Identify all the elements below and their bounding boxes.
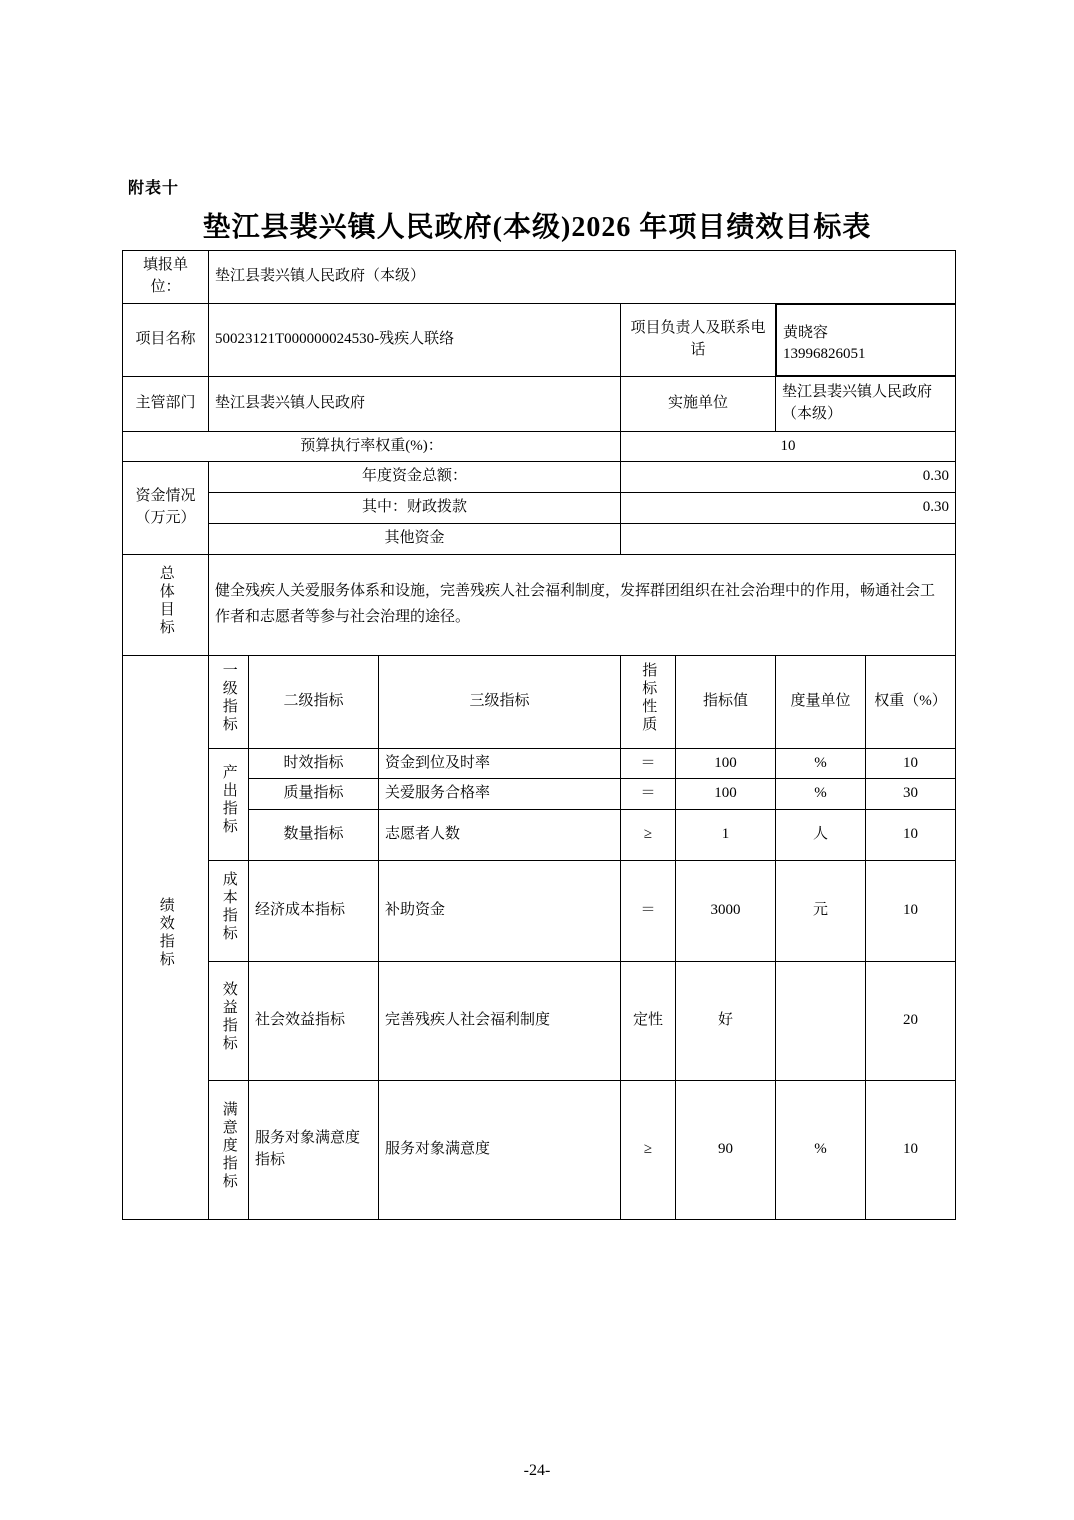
project-name-label: 项目名称 xyxy=(123,303,209,376)
cell-nature: ＝ xyxy=(621,861,676,962)
table-row-funds-fiscal xyxy=(123,493,956,524)
filler-label: 填报单位： xyxy=(123,251,209,304)
cell-nature: ≥ xyxy=(621,1081,676,1220)
cell-level2: 社会效益指标 xyxy=(249,962,379,1081)
funds-label-line1: 资金情况（万元） xyxy=(135,488,196,526)
funds-total-label: 年度资金总额： xyxy=(209,462,621,493)
group-level1-cost: 成本指标 xyxy=(209,861,249,962)
cell-nature: 定性 xyxy=(621,962,676,1081)
table-row xyxy=(123,861,956,962)
cell-level2: 经济成本指标 xyxy=(249,861,379,962)
cell-unit: 人 xyxy=(776,810,866,861)
unit-label: 实施单位 xyxy=(621,376,776,431)
cell-value: 好 xyxy=(676,962,776,1081)
cell-value: 3000 xyxy=(676,861,776,962)
cell-unit: % xyxy=(776,779,866,810)
owner-value-cell xyxy=(776,303,956,376)
column-header-level2: 二级指标 xyxy=(249,655,379,748)
funds-fiscal-value: 0.30 xyxy=(621,493,956,524)
group-level1-output: 产出指标 xyxy=(209,748,249,861)
group-level1-satisfaction: 满意度指标 xyxy=(209,1081,249,1220)
dept-value: 垫江县裴兴镇人民政府 xyxy=(209,376,621,431)
cell-weight: 20 xyxy=(866,962,956,1081)
cell-nature: ＝ xyxy=(621,779,676,810)
column-header-level3: 三级指标 xyxy=(379,655,621,748)
cell-unit xyxy=(776,962,866,1081)
page-number: -24- xyxy=(523,1462,551,1479)
funds-other-value xyxy=(621,523,956,554)
cell-level2: 服务对象满意度指标 xyxy=(249,1081,379,1220)
cell-unit: % xyxy=(776,748,866,779)
cell-value: 100 xyxy=(676,748,776,779)
unit-value: 垫江县裴兴镇人民政府（本级） xyxy=(776,376,956,431)
page-title: 垫江县裴兴镇人民政府(本级)2026 年项目绩效目标表 xyxy=(202,212,872,243)
cell-level2: 数量指标 xyxy=(249,810,379,861)
table-row-overall-goal xyxy=(123,554,956,655)
cell-weight: 30 xyxy=(866,779,956,810)
cell-level3: 补助资金 xyxy=(379,861,621,962)
performance-side-label: 绩效指标 xyxy=(123,655,209,1220)
overall-goal-text: 健全残疾人关爱服务体系和设施，完善残疾人社会福利制度，发挥群团组织在社会治理中的作用，畅通社会工作者和志愿者等参与社会治理的途径。 xyxy=(209,554,956,655)
cell-level3: 志愿者人数 xyxy=(379,810,621,861)
column-header-unit: 度量单位 xyxy=(776,655,866,748)
table-row-filler xyxy=(123,251,956,304)
cell-unit: % xyxy=(776,1081,866,1220)
cell-unit: 元 xyxy=(776,861,866,962)
cell-value: 100 xyxy=(676,779,776,810)
table-row-indicator-header xyxy=(123,655,956,748)
attachment-label: 附表十 xyxy=(128,180,180,197)
owner-value-spacer xyxy=(776,304,956,321)
project-name-value: 50023121T000000024530-残疾人联络 xyxy=(209,303,621,376)
cell-weight: 10 xyxy=(866,810,956,861)
filler-value: 垫江县裴兴镇人民政府（本级） xyxy=(209,251,956,304)
table-row-dept xyxy=(123,376,956,431)
budget-rate-value: 10 xyxy=(621,431,956,462)
cell-level2: 质量指标 xyxy=(249,779,379,810)
column-header-value: 指标值 xyxy=(676,655,776,748)
column-header-level1: 一级指标 xyxy=(209,655,249,748)
performance-target-table xyxy=(122,250,956,1220)
funds-other-label: 其他资金 xyxy=(209,523,621,554)
cell-weight: 10 xyxy=(866,861,956,962)
cell-level3: 完善残疾人社会福利制度 xyxy=(379,962,621,1081)
cell-level3: 关爱服务合格率 xyxy=(379,779,621,810)
funds-total-value: 0.30 xyxy=(621,462,956,493)
cell-value: 90 xyxy=(676,1081,776,1220)
cell-level2: 时效指标 xyxy=(249,748,379,779)
cell-level3: 服务对象满意度 xyxy=(379,1081,621,1220)
group-level1-benefit: 效益指标 xyxy=(209,962,249,1081)
cell-nature: ＝ xyxy=(621,748,676,779)
owner-phone: 13996826051 xyxy=(783,346,866,363)
table-row xyxy=(123,1081,956,1220)
overall-goal-label: 总体目标 xyxy=(123,554,209,655)
cell-value: 1 xyxy=(676,810,776,861)
funds-fiscal-label: 其中：财政拨款 xyxy=(209,493,621,524)
cell-weight: 10 xyxy=(866,748,956,779)
table-row-funds-other xyxy=(123,523,956,554)
table-row xyxy=(123,962,956,1081)
owner-value-text xyxy=(776,321,956,376)
owner-name: 黄晓容 xyxy=(783,324,829,341)
table-row-project xyxy=(123,303,956,376)
owner-label: 项目负责人及联系电话 xyxy=(621,303,776,376)
table-row-budget-rate xyxy=(123,431,956,462)
column-header-nature: 指标性质 xyxy=(621,655,676,748)
table-row-funds-total xyxy=(123,462,956,493)
column-header-weight: 权重（%） xyxy=(866,655,956,748)
cell-nature: ≥ xyxy=(621,810,676,861)
table-row xyxy=(123,748,956,779)
cell-weight: 10 xyxy=(866,1081,956,1220)
budget-rate-label: 预算执行率权重(%)： xyxy=(123,431,621,462)
funds-label xyxy=(123,462,209,554)
cell-level3: 资金到位及时率 xyxy=(379,748,621,779)
dept-label: 主管部门 xyxy=(123,376,209,431)
